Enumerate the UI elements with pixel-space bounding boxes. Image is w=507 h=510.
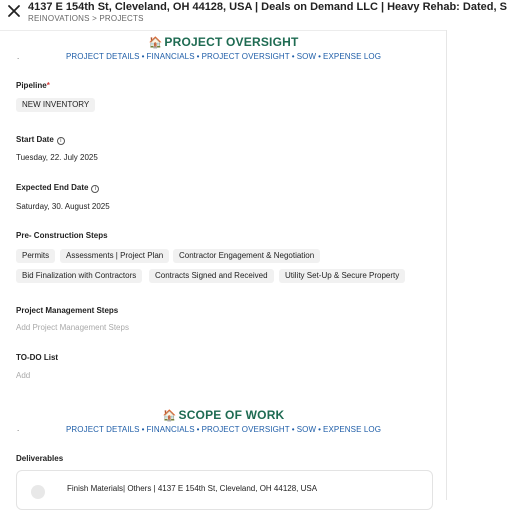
deliverables-label: Deliverables bbox=[16, 454, 64, 463]
house-icon: 🏠 bbox=[162, 410, 177, 422]
breadcrumb[interactable]: REINOVATIONS > PROJECTS bbox=[28, 14, 144, 23]
oversight-title: 🏠 PROJECT OVERSIGHT bbox=[148, 35, 299, 49]
info-icon[interactable]: i bbox=[91, 185, 99, 193]
nav-expense-log[interactable]: EXPENSE LOG bbox=[323, 425, 382, 434]
page-header bbox=[0, 0, 507, 27]
nav-sow[interactable]: SOW bbox=[296, 52, 317, 61]
step-chip[interactable]: Permits bbox=[16, 249, 55, 263]
header-divider bbox=[0, 30, 447, 31]
step-chip[interactable]: Contracts Signed and Received bbox=[149, 269, 274, 283]
todo-input[interactable]: Add bbox=[16, 371, 31, 380]
todo-label: TO-DO List bbox=[16, 353, 59, 362]
pre-construction-label: Pre- Construction Steps bbox=[16, 231, 108, 240]
step-chip[interactable]: Assessments | Project Plan bbox=[60, 249, 169, 263]
nav-project-oversight[interactable]: PROJECT OVERSIGHT bbox=[201, 425, 290, 434]
scope-section-head bbox=[0, 408, 447, 434]
nav-project-details[interactable]: PROJECT DETAILS bbox=[65, 52, 140, 61]
required-marker: * bbox=[46, 81, 50, 90]
house-icon: 🏠 bbox=[148, 37, 163, 49]
start-date-label: Start Date i bbox=[16, 135, 65, 145]
step-chip[interactable]: Bid Finalization with Contractors bbox=[16, 269, 142, 283]
start-date-value[interactable]: Tuesday, 22. July 2025 bbox=[16, 153, 98, 162]
pipeline-select[interactable]: NEW INVENTORY bbox=[16, 98, 95, 112]
page-title: 4137 E 154th St, Cleveland, OH 44128, USA | Deals on Demand LLC | Heavy Rehab: Dated, S bbox=[28, 1, 507, 13]
nav-expense-log[interactable]: EXPENSE LOG bbox=[323, 52, 382, 61]
project-management-label: Project Management Steps bbox=[16, 306, 119, 315]
nav-project-details[interactable]: PROJECT DETAILS bbox=[65, 425, 140, 434]
end-date-label: Expected End Date i bbox=[16, 183, 99, 193]
close-icon[interactable] bbox=[6, 3, 22, 19]
section-dot: . bbox=[17, 424, 20, 433]
pipeline-label: Pipeline* bbox=[16, 81, 50, 90]
scope-nav: PROJECT DETAILS • FINANCIALS • PROJECT OVERSIGHT • SOW • EXPENSE LOG bbox=[65, 425, 382, 434]
nav-financials[interactable]: FINANCIALS bbox=[146, 52, 195, 61]
end-date-value[interactable]: Saturday, 30. August 2025 bbox=[16, 202, 110, 211]
section-dot: . bbox=[17, 52, 20, 61]
nav-sow[interactable]: SOW bbox=[296, 425, 317, 434]
step-chip[interactable]: Contractor Engagement & Negotiation bbox=[173, 249, 320, 263]
deliverable-text: Finish Materials| Others | 4137 E 154th St, Cleveland, OH 44128, USA bbox=[67, 484, 318, 493]
nav-financials[interactable]: FINANCIALS bbox=[146, 425, 195, 434]
step-chip[interactable]: Utility Set-Up & Secure Property bbox=[279, 269, 405, 283]
project-management-input[interactable]: Add Project Management Steps bbox=[16, 323, 129, 332]
deliverable-card[interactable] bbox=[16, 470, 433, 510]
scope-title: 🏠 SCOPE OF WORK bbox=[162, 408, 285, 422]
oversight-nav: PROJECT DETAILS • FINANCIALS • PROJECT OVERSIGHT • SOW • EXPENSE LOG bbox=[65, 52, 382, 61]
info-icon[interactable]: i bbox=[57, 137, 65, 145]
oversight-section-head bbox=[0, 35, 447, 61]
nav-project-oversight[interactable]: PROJECT OVERSIGHT bbox=[201, 52, 290, 61]
document-icon bbox=[31, 485, 45, 499]
